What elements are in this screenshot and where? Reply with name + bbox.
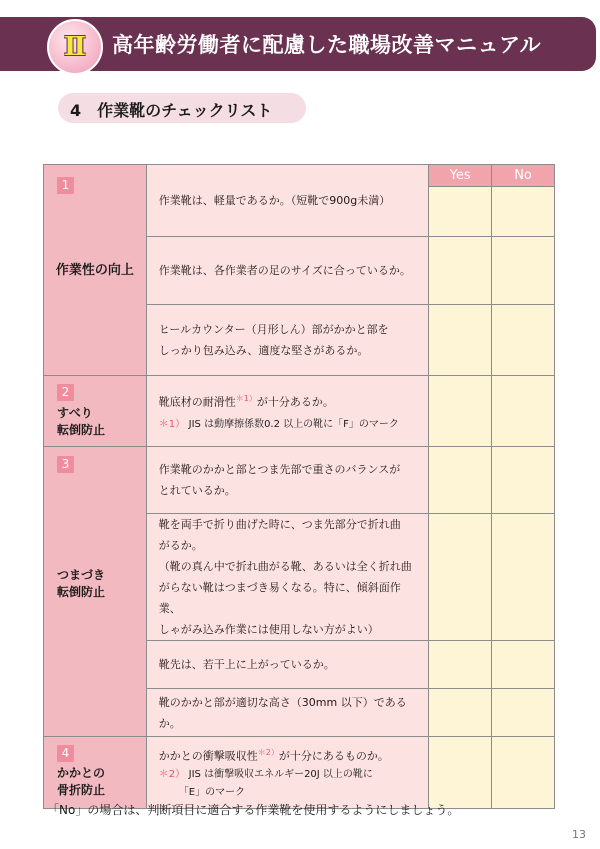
footer-note: 「No」の場合は、判断項目に適合する作業靴を使用するようにしましょう。 — [47, 803, 460, 817]
no-checkbox-cell[interactable] — [492, 376, 555, 447]
yes-checkbox-cell[interactable] — [429, 447, 492, 514]
no-checkbox-cell[interactable] — [492, 237, 555, 305]
category-label: 転倒防止 — [57, 585, 106, 599]
category-label: かかとの — [57, 766, 106, 780]
checklist-question: 靴のかかと部が適切な高さ（30mm 以下）であるか。 — [146, 689, 428, 737]
yes-checkbox-cell[interactable] — [429, 187, 492, 237]
no-checkbox-cell[interactable] — [492, 447, 555, 514]
category-label: つまづき — [57, 568, 106, 582]
subheader-title: 4 作業靴のチェックリスト — [70, 101, 273, 120]
checklist-question: 作業靴のかかと部とつま先部で重さのバランスが とれているか。 — [146, 447, 428, 514]
no-checkbox-cell[interactable] — [492, 514, 555, 641]
category-cell-1 — [44, 165, 147, 376]
no-checkbox-cell[interactable] — [492, 641, 555, 689]
yes-checkbox-cell[interactable] — [429, 689, 492, 737]
yes-checkbox-cell[interactable] — [429, 237, 492, 305]
section-number-badge — [47, 19, 103, 75]
checklist-question: 作業靴は、軽量であるか。（短靴で900g未満） — [146, 165, 428, 237]
checklist-question: 靴を両手で折り曲げた時に、つま先部分で折れ曲 がるか。 （靴の真ん中で折れ曲がる靴、あるいは全く折れ曲 がらない靴はつまづき易くなる。特に、傾斜面作業、 しゃがみ込み作業には使用しない方がよい） — [146, 514, 428, 641]
table-row — [44, 447, 555, 514]
yes-checkbox-cell[interactable] — [429, 641, 492, 689]
table-row — [44, 737, 555, 809]
table-row — [44, 376, 555, 447]
page-title: 高年齢労働者に配慮した職場改善マニュアル — [112, 33, 542, 57]
yes-checkbox-cell[interactable] — [429, 305, 492, 376]
page-number: 13 — [572, 828, 586, 841]
no-checkbox-cell[interactable] — [492, 187, 555, 237]
column-header-yes: Yes — [429, 165, 492, 187]
checklist-question: かかとの衝撃吸収性$^{*2)}$が十分にあるものか。 ＊2） JIS は衝撃吸収エネルギー20J 以上の靴に 「E」のマーク — [146, 737, 428, 809]
category-label: 骨折防止 — [57, 783, 106, 797]
category-label: 転倒防止 — [57, 423, 106, 437]
category-label: 作業性の向上 — [55, 262, 134, 278]
category-label: すべり — [57, 406, 93, 420]
checklist-question: 靴先は、若干上に上がっているか。 — [146, 641, 428, 689]
no-checkbox-cell[interactable] — [492, 689, 555, 737]
section-numeral: Ⅱ — [64, 32, 86, 62]
category-number-badge: 3 — [57, 456, 74, 473]
category-number-badge: 1 — [57, 177, 74, 194]
category-cell-4 — [44, 737, 147, 809]
table-row — [44, 165, 555, 187]
category-number-badge: 2 — [57, 384, 74, 401]
checklist-question: 作業靴は、各作業者の足のサイズに合っているか。 — [146, 237, 428, 305]
yes-checkbox-cell[interactable] — [429, 737, 492, 809]
checklist-question: 靴底材の耐滑性$^{*1)}$が十分あるか。 ＊1） JIS は動摩擦係数0.2 以上の靴に「F」のマーク — [146, 376, 428, 447]
checklist-question: ヒールカウンター（月形しん）部がかかと部を しっかり包み込み、適度な堅さがあるか。 — [146, 305, 428, 376]
no-checkbox-cell[interactable] — [492, 737, 555, 809]
yes-checkbox-cell[interactable] — [429, 376, 492, 447]
no-checkbox-cell[interactable] — [492, 305, 555, 376]
category-cell-2 — [44, 376, 147, 447]
category-number-badge: 4 — [57, 745, 74, 762]
column-header-no: No — [492, 165, 555, 187]
checklist-table — [43, 164, 555, 809]
category-cell-3 — [44, 447, 147, 737]
yes-checkbox-cell[interactable] — [429, 514, 492, 641]
